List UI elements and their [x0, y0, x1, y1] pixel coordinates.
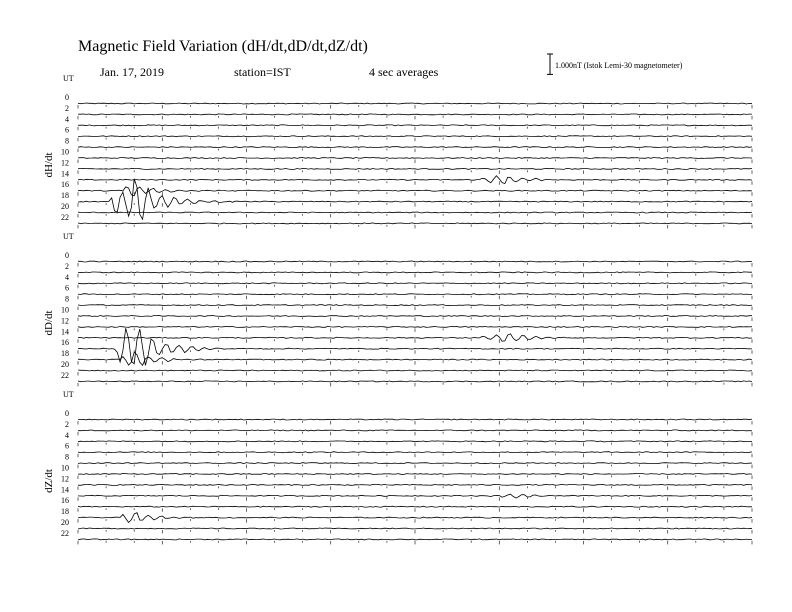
- row-ut-label: 14: [61, 327, 69, 337]
- row-ut-label: 14: [61, 485, 69, 495]
- row-ut-label: 2: [65, 419, 69, 429]
- component-label: dH/dt: [43, 152, 55, 178]
- scale-bar: [547, 54, 553, 74]
- row-ut-label: 16: [61, 496, 69, 506]
- component-label: dD/dt: [43, 310, 55, 336]
- trace-row-12: [78, 168, 752, 169]
- trace-row-10: [78, 316, 752, 317]
- panel-dddt: [43, 232, 752, 386]
- trace-row-4: [78, 125, 752, 126]
- trace-row-22: [78, 381, 752, 382]
- row-ut-label: 18: [61, 349, 69, 359]
- row-ut-label: 12: [61, 158, 69, 168]
- row-ut-label: 0: [65, 251, 69, 260]
- row-ut-label: 4: [65, 272, 69, 282]
- panel-dhdt: [43, 74, 752, 228]
- row-ut-label: 12: [61, 474, 69, 484]
- trace-row-22: [78, 223, 752, 224]
- component-label: dZ/dt: [43, 469, 55, 493]
- trace-row-20: [78, 528, 752, 529]
- trace-row-6: [78, 294, 752, 295]
- row-ut-label: 16: [61, 338, 69, 348]
- station-label: station=IST: [234, 65, 291, 79]
- row-ut-label: 10: [61, 305, 69, 315]
- row-ut-label: 6: [65, 441, 69, 451]
- row-ut-label: 4: [65, 114, 69, 124]
- row-ut-label: 20: [61, 202, 69, 211]
- row-ut-label: 16: [61, 180, 69, 190]
- trace-row-4: [78, 441, 752, 442]
- trace-row-6: [78, 136, 752, 137]
- scale-bar-label: 1.000nT (Istok Lemi-30 magnetometer): [555, 61, 683, 70]
- trace-row-20: [78, 212, 752, 213]
- trace-row-22: [78, 539, 752, 540]
- trace-row-4: [78, 283, 752, 284]
- row-ut-label: 8: [65, 452, 69, 462]
- row-ut-label: 6: [65, 125, 69, 135]
- row-ut-label: 22: [61, 370, 69, 380]
- row-ut-label: 20: [61, 360, 69, 369]
- row-ut-label: 14: [61, 169, 69, 179]
- trace-row-10: [78, 474, 752, 475]
- averaging-label: 4 sec averages: [369, 65, 439, 79]
- trace-row-0: [78, 419, 752, 420]
- row-ut-label: 18: [61, 191, 69, 201]
- trace-row-2: [78, 114, 752, 115]
- trace-row-20: [78, 370, 752, 371]
- panel-dzdt: [43, 390, 752, 544]
- row-ut-label: 12: [61, 316, 69, 326]
- row-ut-label: 0: [65, 93, 69, 102]
- row-ut-label: 6: [65, 283, 69, 293]
- trace-row-12: [78, 326, 752, 327]
- ut-axis-label: UT: [63, 74, 74, 83]
- trace-row-0: [78, 261, 752, 262]
- trace-row-8: [78, 147, 752, 148]
- trace-row-0: [78, 103, 752, 104]
- row-ut-label: 4: [65, 430, 69, 440]
- row-ut-label: 0: [65, 409, 69, 418]
- ut-axis-label: UT: [63, 232, 74, 241]
- trace-row-8: [78, 463, 752, 464]
- row-ut-label: 10: [61, 147, 69, 157]
- trace-row-6: [78, 452, 752, 453]
- ut-axis-label: UT: [63, 390, 74, 399]
- row-ut-label: 8: [65, 136, 69, 146]
- trace-row-2: [78, 430, 752, 431]
- row-ut-label: 22: [61, 528, 69, 538]
- row-ut-label: 20: [61, 518, 69, 527]
- trace-row-10: [78, 158, 752, 159]
- component-panels: [43, 74, 752, 544]
- row-ut-label: 2: [65, 261, 69, 271]
- trace-row-2: [78, 272, 752, 273]
- trace-row-16: [78, 506, 752, 507]
- row-ut-label: 8: [65, 294, 69, 304]
- row-ut-label: 22: [61, 212, 69, 222]
- chart-title: Magnetic Field Variation (dH/dt,dD/dt,dZ/dt): [78, 38, 368, 55]
- trace-row-8: [78, 305, 752, 306]
- trace-row-12: [78, 484, 752, 485]
- row-ut-label: 18: [61, 507, 69, 517]
- row-ut-label: 10: [61, 463, 69, 473]
- row-ut-label: 2: [65, 103, 69, 113]
- date-label: Jan. 17, 2019: [100, 65, 164, 79]
